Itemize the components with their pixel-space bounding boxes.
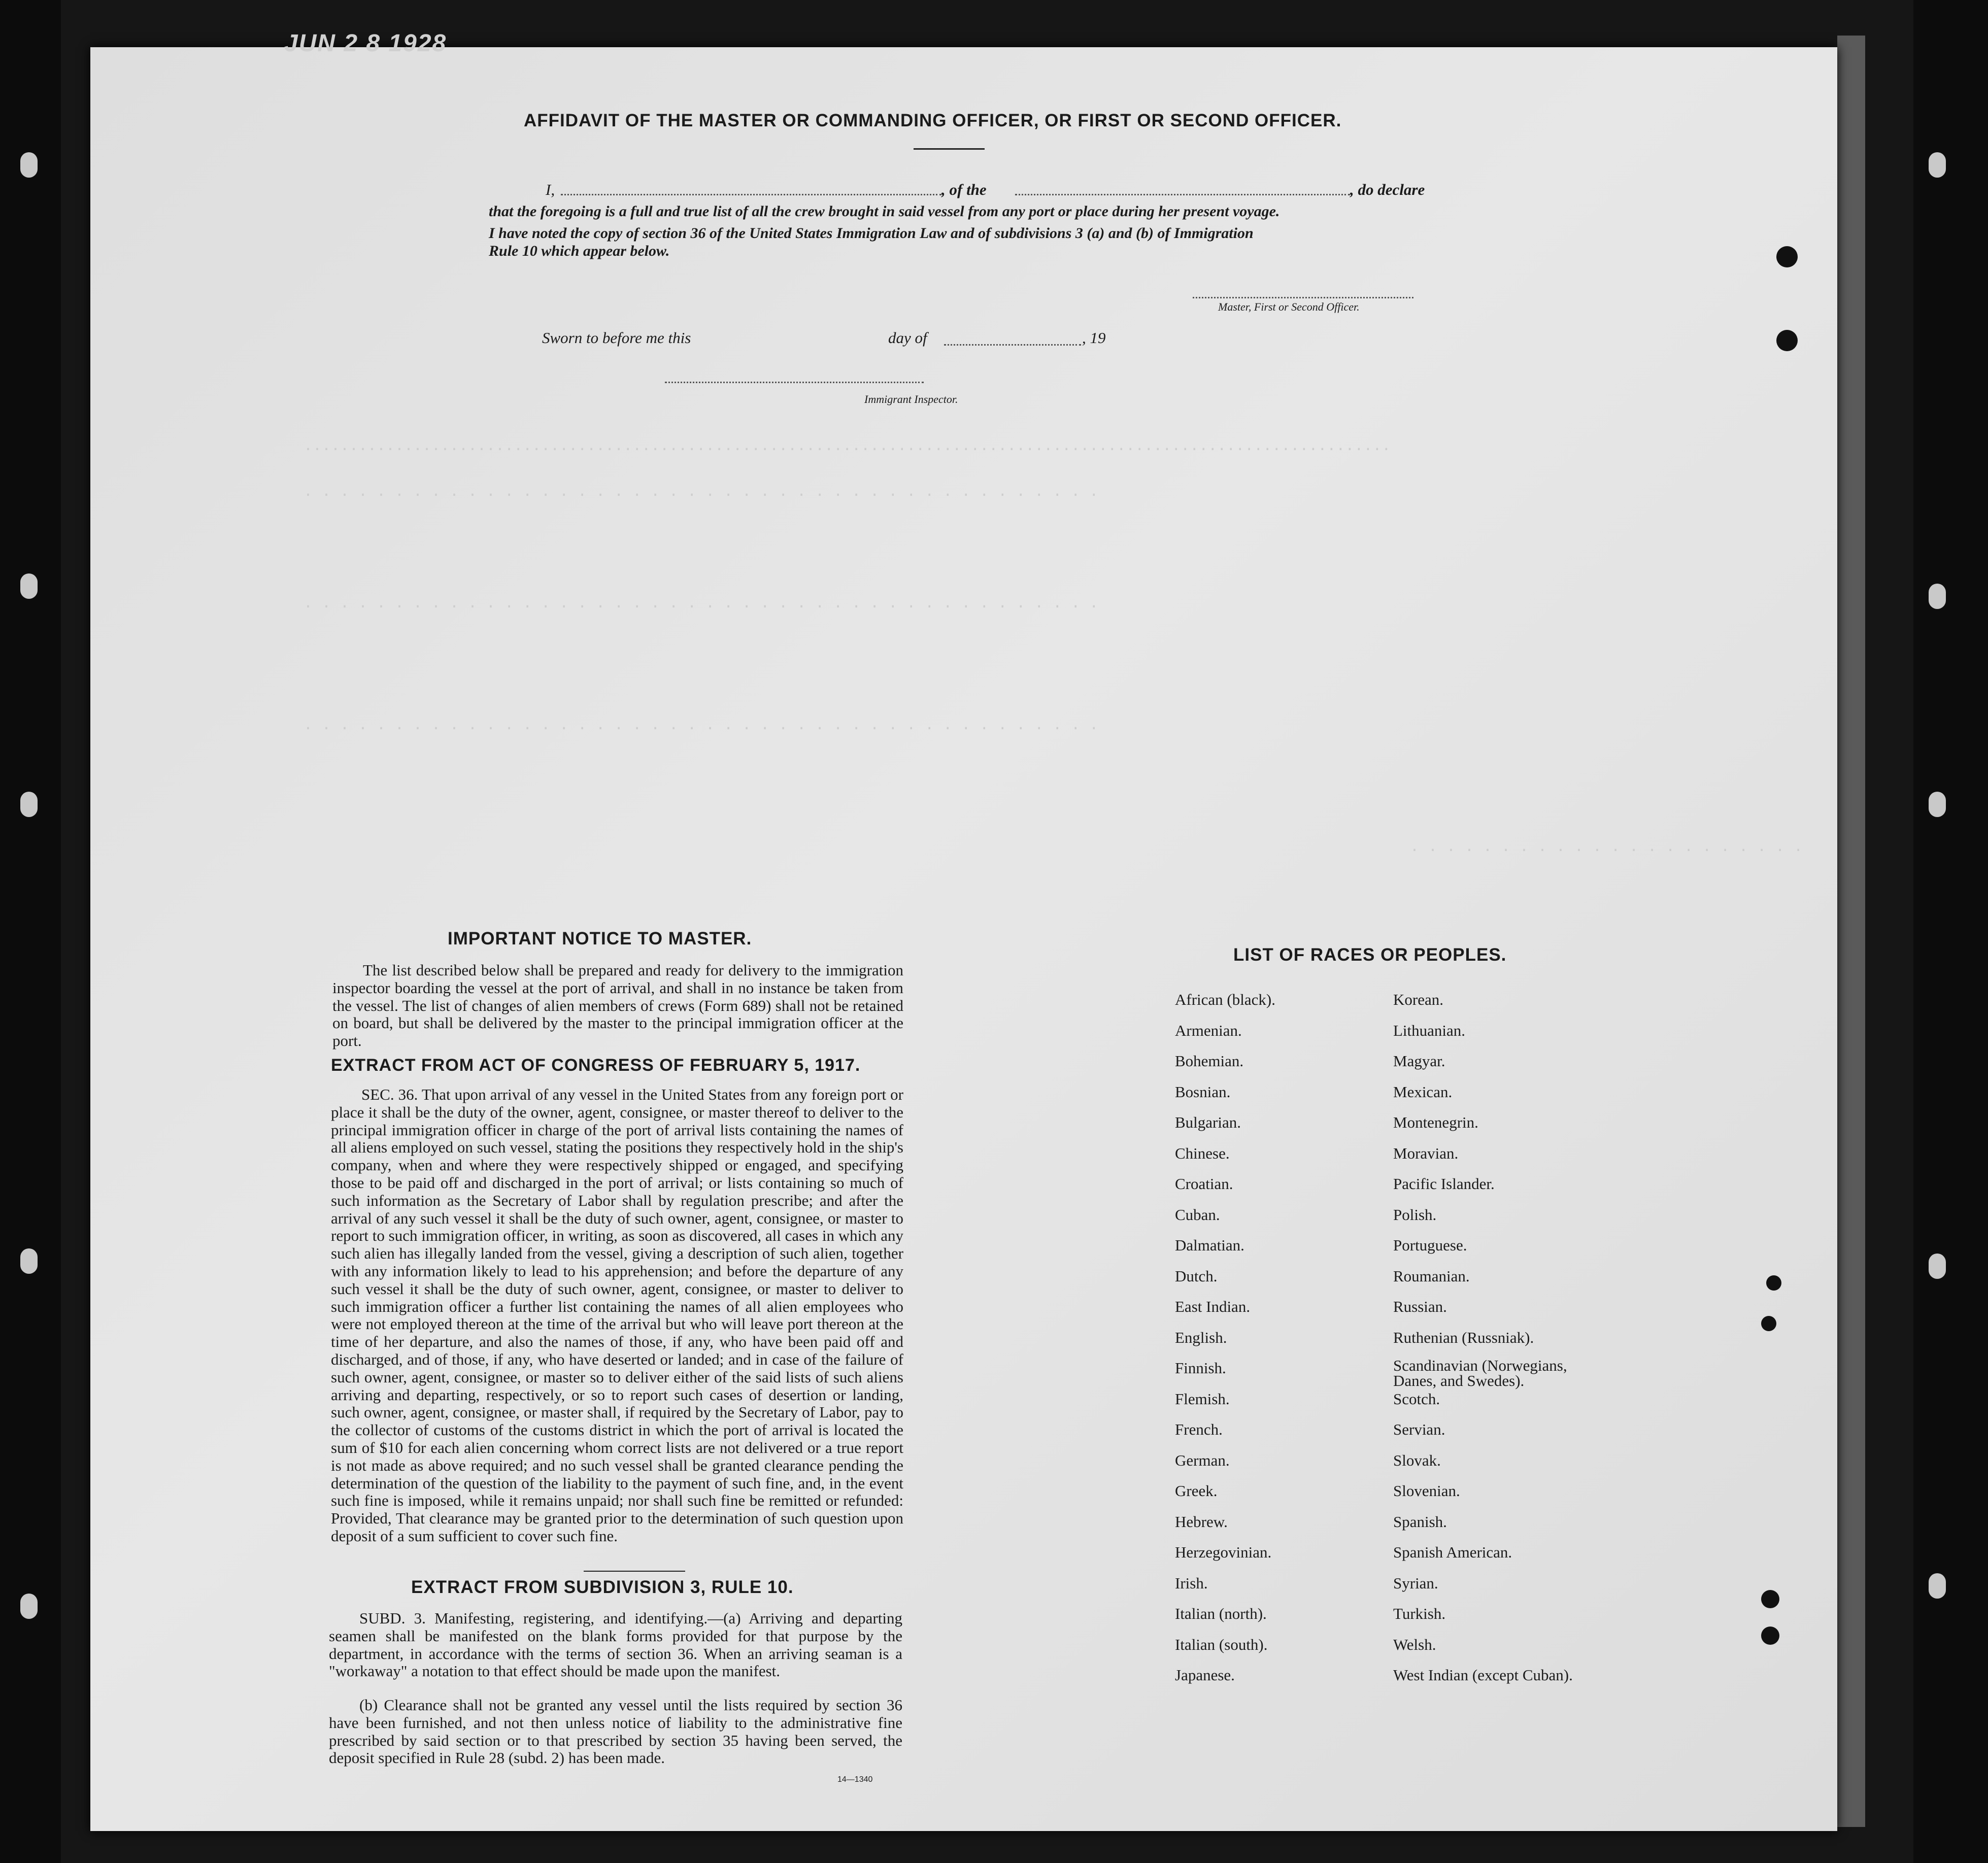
race-item: Bohemian. xyxy=(1175,1052,1244,1070)
form-number: 14—1340 xyxy=(837,1775,873,1784)
race-item: Mexican. xyxy=(1393,1082,1453,1101)
rule-text-a xyxy=(329,1610,902,1680)
film-hole xyxy=(20,792,38,817)
sworn-label: Sworn to before me this xyxy=(542,329,691,347)
affidavit-line-2: that the foregoing is a full and true list of all the crew brought in said vessel from any port or place during her present voyage. xyxy=(489,203,1280,220)
race-item: Pacific Islander. xyxy=(1393,1175,1495,1193)
signature-label: Master, First or Second Officer. xyxy=(1218,300,1360,313)
race-item: German. xyxy=(1175,1451,1230,1469)
race-item: Ruthenian (Russniak). xyxy=(1393,1328,1534,1346)
act-text-content: SEC. 36. That upon arrival of any vessel in the United States from any foreign port or place it shall be the duty of the owner, agent, consignee, or master thereof to deliver to the principal immigration officer in charge of the port of arrival lists containing the names of all aliens employed on such vessel, stating the positions they respectively hold in the ship's company, when and where they were respectively shipped or engaged, and specifying those to be paid off and discharged in the port of arrival; or lists containing so much of such information as the Secretary of Labor shall by regulation prescribe; and after the arrival of any such vessel it shall be the duty of such owner, agent, consignee, or master to report to such immigration officer, in writing, as soon as discovered, all cases in which any such alien has illegally landed from the vessel, giving a description of such alien, together with any information likely to lead to his apprehension; and before the departure of any such vessel it shall be the duty of such owner, agent, consignee, or master to deliver to such immigration officer a further list containing the names of all alien employees who were not employed thereon at the time of the arrival but who will leave port thereon at the time of her departure, and also the names of those, if any, who have been paid off and discharged, and of those, if any, who have deserted or landed; and in case of the failure of such owner, agent, consignee, or master so to deliver either of the said lists of such aliens arriving and departing, respectively, or so to report such cases of desertion or landing, such owner, agent, consignee, or master shall, if required by the Secretary of Labor, pay to the collector of customs of the customs district in which the port of arrival is located the sum of $10 for each alien concerning whom correct lists are not delivered or a true report is not made as above required; and no such vessel shall be granted clearance pending the determination of the question of the liability to the payment of such fine, and, in the event such fine is imposed, while it remains unpaid; nor shall such fine be remitted or refunded: Provided, That clearance may be granted prior to the determination of such question upon deposit of a sum sufficient to cover such fine. xyxy=(331,1086,903,1545)
race-item: Russian. xyxy=(1393,1298,1447,1315)
race-item: Finnish. xyxy=(1175,1359,1226,1377)
race-item: Hebrew. xyxy=(1175,1512,1228,1531)
race-item: Cuban. xyxy=(1175,1205,1220,1224)
date-field[interactable] xyxy=(944,344,1081,346)
race-item: Bosnian. xyxy=(1175,1082,1231,1101)
paper-edge xyxy=(1837,36,1865,1827)
race-item: Spanish. xyxy=(1393,1512,1447,1531)
race-item: Japanese. xyxy=(1175,1666,1235,1684)
race-item: Herzegovinian. xyxy=(1175,1543,1272,1561)
races-list-right xyxy=(1393,990,1611,1696)
affidavit-i-label: I, xyxy=(546,181,555,198)
film-strip-left xyxy=(0,0,61,1863)
race-item: Dalmatian. xyxy=(1175,1236,1244,1254)
film-hole xyxy=(20,1594,38,1619)
races-list-left xyxy=(1175,990,1275,1696)
film-hole xyxy=(1929,584,1946,609)
affidavit-title-rule xyxy=(914,148,985,150)
race-item: Italian (north). xyxy=(1175,1605,1267,1622)
affidavit-line-3: I have noted the copy of section 36 of the United States Immigration Law and of subdivisions 3 (a) and (b) of Immigration xyxy=(489,225,1254,242)
rule-text-b-content: (b) Clearance shall not be granted any vessel until the lists required by section 36 have been furnished, and not then unless notice of liability to the administrative fine prescribed by said section or to that prescribed by section 35 having been served, the deposit specified in Rule 28 (subd. 2) has been made. xyxy=(329,1696,902,1767)
race-item: Portuguese. xyxy=(1393,1236,1467,1254)
race-item: Spanish American. xyxy=(1393,1543,1512,1561)
rule-title: EXTRACT FROM SUBDIVISION 3, RULE 10. xyxy=(411,1577,794,1597)
name-field[interactable] xyxy=(561,194,941,195)
race-item: Servian. xyxy=(1393,1420,1445,1438)
bleed-through-row: ....................................................................................................................... xyxy=(304,438,1391,455)
affidavit-line-4: Rule 10 which appear below. xyxy=(489,243,670,259)
notice-text xyxy=(332,962,903,1050)
race-item: Slovenian. xyxy=(1393,1482,1460,1500)
punch-hole xyxy=(1766,1275,1781,1291)
race-item: Armenian. xyxy=(1175,1021,1242,1039)
race-item: Montenegrin. xyxy=(1393,1113,1478,1131)
race-item: Syrian. xyxy=(1393,1574,1438,1592)
film-hole xyxy=(20,1248,38,1274)
race-item: Polish. xyxy=(1393,1205,1437,1224)
race-item: Bulgarian. xyxy=(1175,1113,1241,1131)
notice-text-content: The list described below shall be prepared and ready for delivery to the immigration inspector boarding the vessel at the port of arrival, and shall in no instance be taken from the vessel. The list of changes of alien members of crews (Form 689) shall not be retained on board, but shall be delivered by the master to the principal immigration officer at the port. xyxy=(332,961,903,1050)
punch-hole xyxy=(1776,246,1798,267)
punch-hole xyxy=(1761,1316,1776,1331)
bleed-through-row: . . . . . . . . . . . . . . . . . . . . . . xyxy=(1410,839,1803,856)
race-item: Scotch. xyxy=(1393,1390,1440,1408)
signature-field[interactable] xyxy=(1193,297,1413,298)
bleed-through-row: . . . . . . . . . . . . . . . . . . . . . . . . . . . . . . . . . . . . . . . . . . . . xyxy=(304,717,1099,734)
race-item: Dutch. xyxy=(1175,1267,1218,1285)
bleed-through-row: . . . . . . . . . . . . . . . . . . . . . . . . . . . . . . . . . . . . . . . . . . . . xyxy=(304,484,1099,501)
film-hole xyxy=(1929,152,1946,178)
race-item: Moravian. xyxy=(1393,1144,1459,1162)
race-item: East Indian. xyxy=(1175,1298,1251,1315)
race-item: Roumanian. xyxy=(1393,1267,1470,1285)
race-item: Magyar. xyxy=(1393,1052,1445,1070)
rule-text-b xyxy=(329,1697,902,1767)
punch-hole xyxy=(1776,330,1798,351)
vessel-field[interactable] xyxy=(1015,194,1350,195)
races-title: LIST OF RACES OR PEOPLES. xyxy=(1233,945,1507,965)
date-stamp: JUN 2 8 1928 xyxy=(284,30,447,57)
affidavit-title: AFFIDAVIT OF THE MASTER OR COMMANDING OFFICER, OR FIRST OR SECOND OFFICER. xyxy=(524,111,1342,130)
section-divider xyxy=(584,1571,685,1572)
race-item: Welsh. xyxy=(1393,1635,1436,1653)
race-item: Flemish. xyxy=(1175,1390,1230,1408)
race-item: Italian (south). xyxy=(1175,1635,1268,1653)
year-label: , 19 xyxy=(1082,329,1106,347)
race-item: Slovak. xyxy=(1393,1451,1441,1469)
bleed-through-row: . . . . . . . . . . . . . . . . . . . . . . . . . . . . . . . . . . . . . . . . . . . . xyxy=(304,595,1099,613)
race-item: Irish. xyxy=(1175,1574,1208,1592)
rule-text-a-content: SUBD. 3. Manifesting, registering, and identifying.—(a) Arriving and departing seamen shall be manifested on the blank forms provided for that purpose by the department, in accordance with the terms of section 36. When an arriving seaman is a "workaway" a notation to that effect should be made upon the manifest. xyxy=(329,1609,902,1680)
race-item: Chinese. xyxy=(1175,1144,1230,1162)
notice-title: IMPORTANT NOTICE TO MASTER. xyxy=(448,929,752,949)
race-item: French. xyxy=(1175,1420,1223,1438)
day-of-label: day of xyxy=(888,329,927,347)
film-strip-right xyxy=(1913,0,1988,1863)
film-hole xyxy=(20,573,38,599)
race-item: West Indian (except Cuban). xyxy=(1393,1666,1573,1684)
race-item: Scandinavian (Norwegians, Danes, and Swedes). xyxy=(1393,1357,1567,1390)
inspector-label: Immigrant Inspector. xyxy=(864,393,958,405)
race-item: Korean. xyxy=(1393,991,1443,1008)
act-text xyxy=(331,1086,903,1545)
race-item: English. xyxy=(1175,1328,1227,1346)
affidavit-of-the: , of the xyxy=(941,181,987,198)
race-item: Greek. xyxy=(1175,1482,1218,1500)
punch-hole xyxy=(1761,1627,1779,1645)
film-hole xyxy=(1929,792,1946,817)
race-item: Turkish. xyxy=(1393,1605,1446,1622)
film-hole xyxy=(1929,1573,1946,1599)
film-hole xyxy=(20,152,38,178)
race-item: Croatian. xyxy=(1175,1175,1233,1193)
race-item: Lithuanian. xyxy=(1393,1021,1466,1039)
affidavit-do-declare: , do declare xyxy=(1350,181,1425,198)
inspector-signature-field[interactable] xyxy=(665,382,924,383)
act-title: EXTRACT FROM ACT OF CONGRESS OF FEBRUARY 5, 1917. xyxy=(331,1056,861,1075)
film-hole xyxy=(1929,1254,1946,1279)
punch-hole xyxy=(1761,1590,1779,1608)
race-item: African (black). xyxy=(1175,991,1275,1008)
